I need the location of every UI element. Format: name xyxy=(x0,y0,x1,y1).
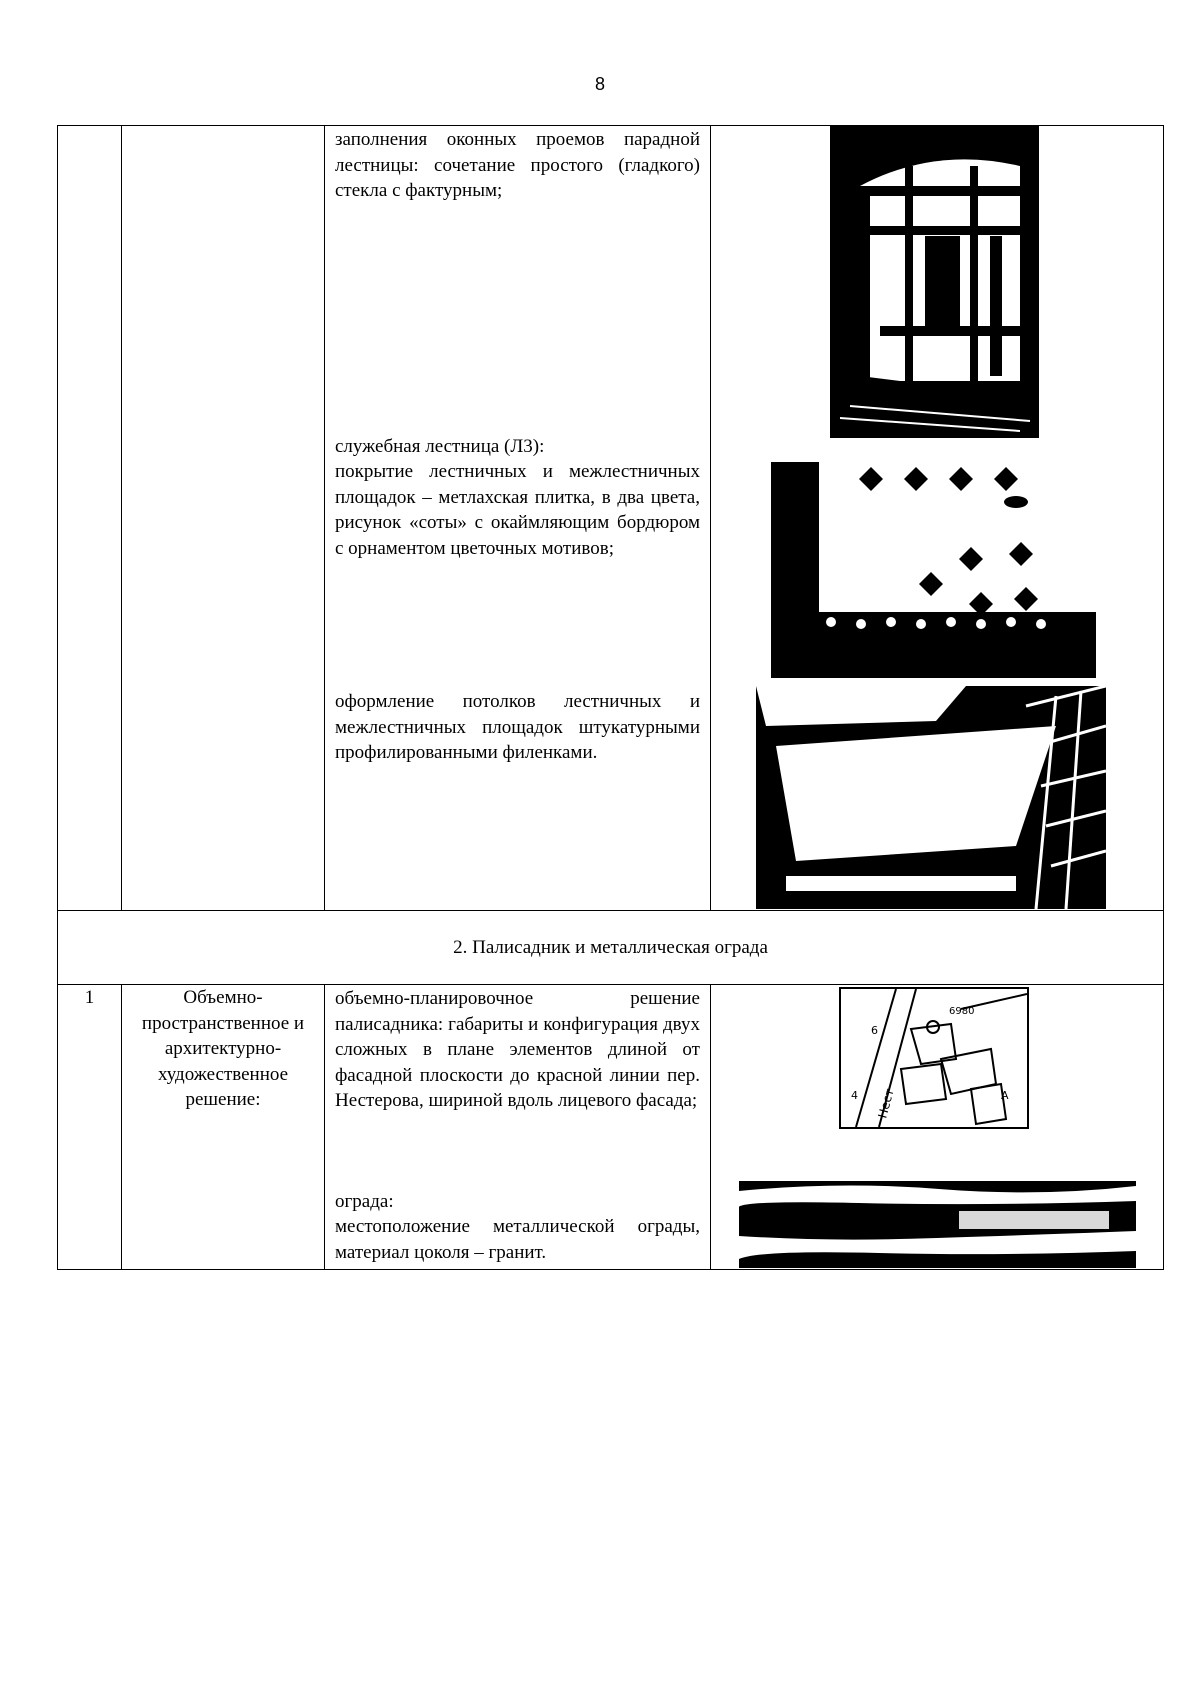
page-number: 8 xyxy=(594,74,605,94)
fence-photo xyxy=(739,1181,1136,1268)
service-stair-tile-photo xyxy=(771,462,1096,678)
fence-title: ограда: xyxy=(335,1191,394,1212)
ceiling-text: оформление потолков лестничных и межлестничных площадок штукатурными профилированными филенками. xyxy=(335,691,700,763)
map-lot-label: 6980 xyxy=(949,1006,975,1017)
description-cell xyxy=(325,126,711,911)
document-table xyxy=(57,125,1164,1270)
category-cell xyxy=(122,126,325,911)
row-number-cell xyxy=(58,126,122,911)
map-4-label: 4 xyxy=(851,1089,858,1102)
category-cell xyxy=(122,985,325,1270)
service-stair-title: служебная лестница (Л3): xyxy=(335,436,545,457)
map-street-label: Нест xyxy=(875,1087,897,1120)
images-cell xyxy=(711,126,1164,911)
section-title: 2. Палисадник и металлическая ограда xyxy=(58,911,1164,985)
map-6-label: 6 xyxy=(871,1024,878,1037)
garden-text: объемно-планировочное решение палисадника: габариты и конфигурация двух сложных в плане элементов длиной от фасадной плоскости до красной линии пер. Нестерова, шириной вдоль лицевого фасада; xyxy=(335,988,700,1111)
map-a-label: А xyxy=(1001,1089,1009,1102)
window-fill-text: заполнения оконных проемов парадной лестницы: сочетание простого (гладкого) стекла с фактурным; xyxy=(335,129,700,201)
table-row xyxy=(58,985,1164,1270)
staircase-window-photo xyxy=(830,126,1039,438)
category-text: Объемно-пространственное и архитектурно-художественное решение: xyxy=(141,987,305,1110)
service-stair-text: покрытие лестничных и межлестничных площадок – метлахская плитка, в два цвета, рисунок «соты» с окаймляющим бордюром с орнаментом цветочных мотивов; xyxy=(335,461,700,559)
row-number: 1 xyxy=(58,985,122,1270)
images-cell xyxy=(711,985,1164,1270)
fence-text: местоположение металлической ограды, материал цоколя – гранит. xyxy=(335,1216,700,1263)
section-header-row xyxy=(58,911,1164,985)
ceiling-panel-photo xyxy=(756,686,1106,909)
site-plan-map xyxy=(839,987,1029,1129)
description-cell xyxy=(325,985,711,1270)
table-row xyxy=(58,126,1164,911)
